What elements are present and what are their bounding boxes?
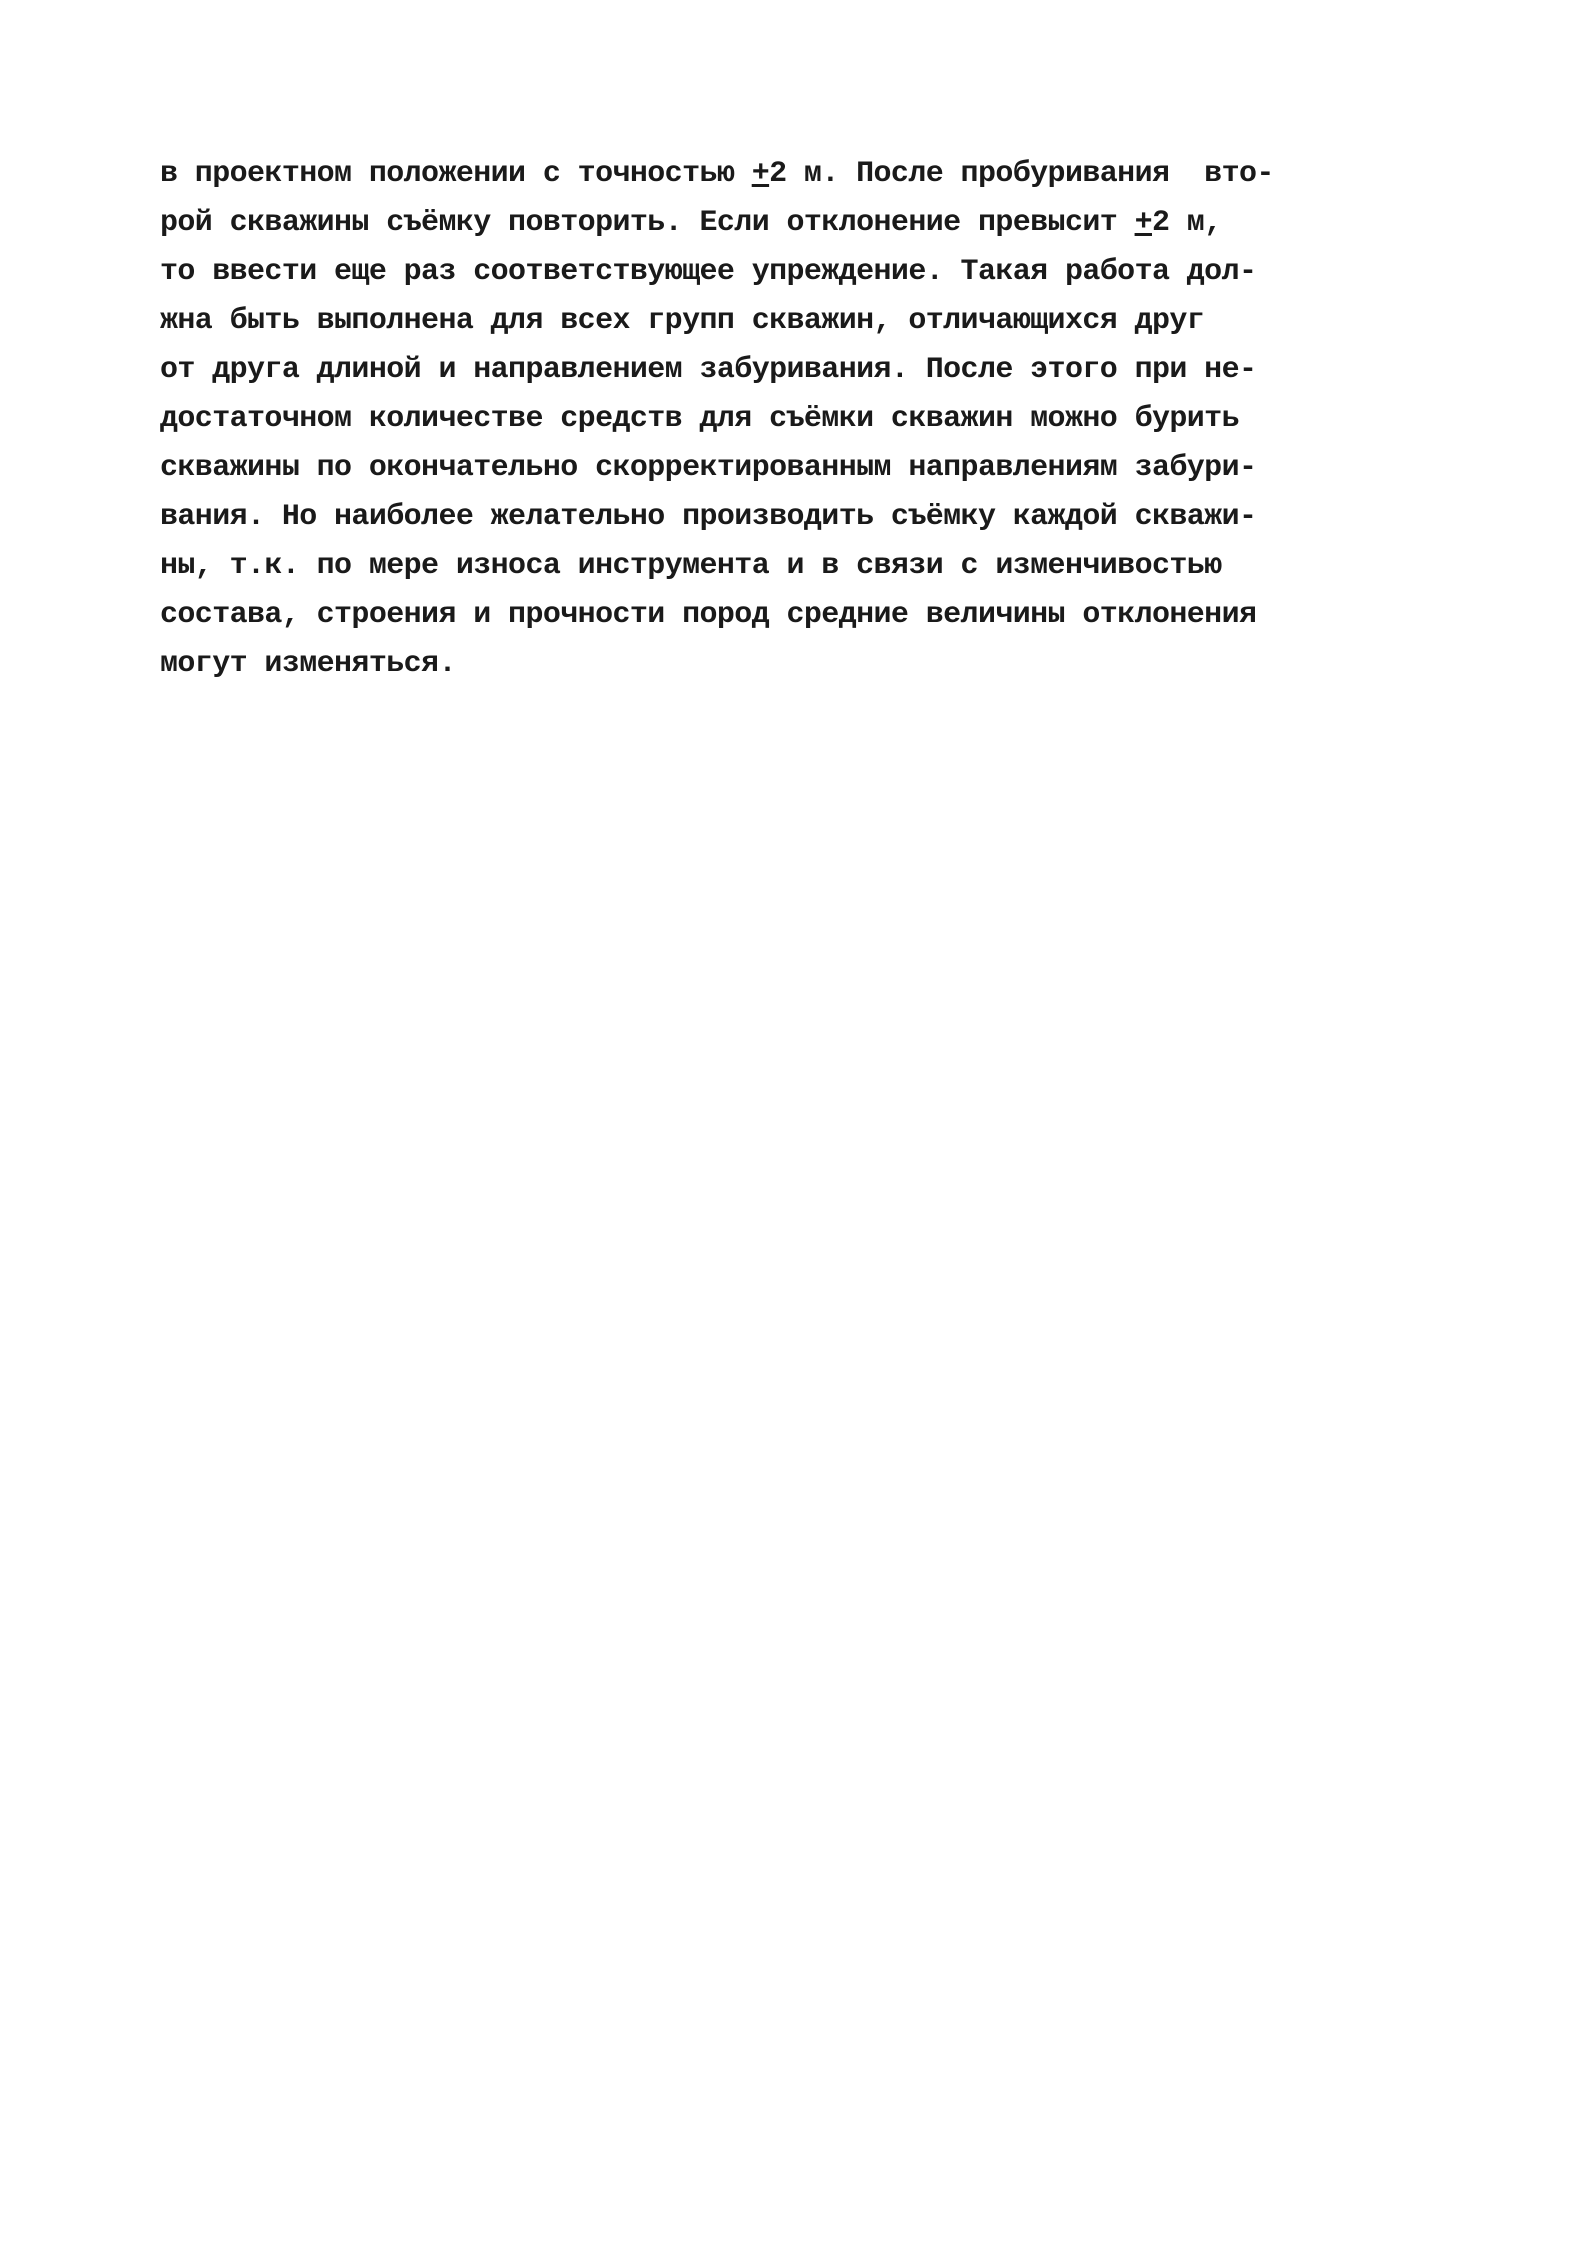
- text-line: могут изменяться.: [160, 647, 456, 681]
- text-line: состава, строения и прочности пород средние величины отклонения: [160, 598, 1257, 632]
- text-line: скважины по окончательно скорректированным направлениям забури-: [160, 451, 1257, 485]
- text-line: достаточном количестве средств для съёмки скважин можно бурить: [160, 402, 1239, 436]
- plus-minus-sign: +: [751, 157, 770, 191]
- text-line: вания. Но наиболее желательно производить съёмку каждой скважи-: [160, 500, 1257, 534]
- body-text: [160, 150, 1460, 689]
- text-line: в проектном положении с точностью +2 м. После пробуривания вто-: [160, 157, 1274, 191]
- plus-minus-sign: +: [1134, 206, 1152, 240]
- text-line: ны, т.к. по мере износа инструмента и в связи с изменчивостью: [160, 549, 1222, 583]
- text-line: рой скважины съёмку повторить. Если отклонение превысит +2 м,: [160, 206, 1222, 240]
- text-line: то ввести еще раз соответствующее упреждение. Такая работа дол-: [160, 255, 1257, 289]
- text-line: от друга длиной и направлением забуривания. После этого при не-: [160, 353, 1257, 387]
- text-line: жна быть выполнена для всех групп скважин, отличающихся друг: [160, 304, 1205, 338]
